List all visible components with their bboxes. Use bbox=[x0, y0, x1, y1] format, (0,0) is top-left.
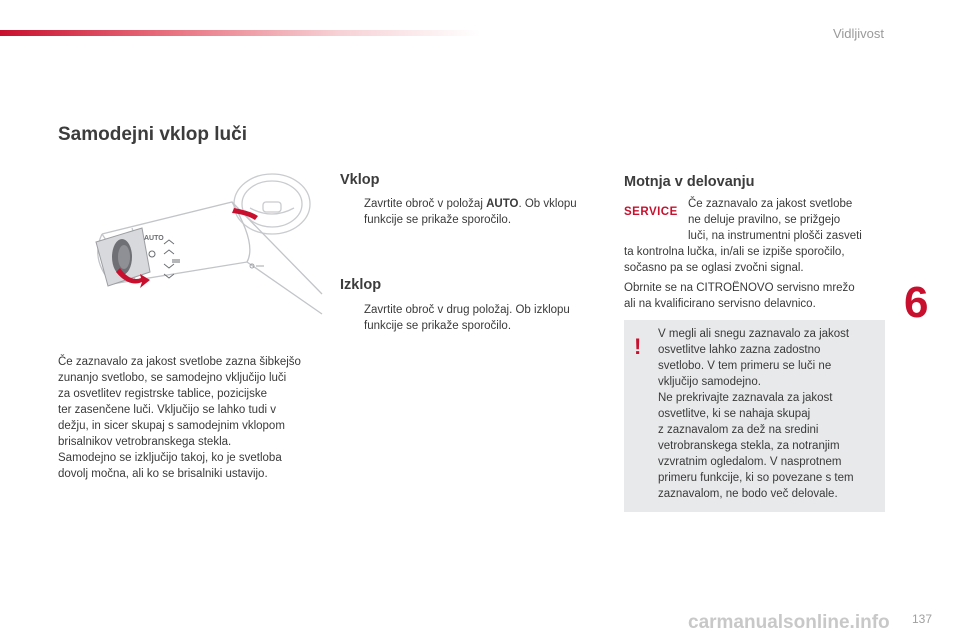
intro-line: dovolj močna, ali ko se brisalniki ustavijo. bbox=[58, 468, 268, 480]
vklop-text-line2: funkcije se prikaže sporočilo. bbox=[364, 214, 512, 226]
izklop-text bbox=[364, 302, 600, 334]
page-title: Samodejni vklop luči bbox=[58, 124, 247, 145]
vklop-text-pre: Zavrtite obroč v položaj bbox=[364, 198, 487, 210]
malfunction-full-text bbox=[624, 244, 888, 276]
chapter-number: 6 bbox=[904, 278, 929, 327]
chapter-title: Vidljivost bbox=[832, 26, 884, 41]
malfunction-heading: Motnja v delovanju bbox=[624, 174, 755, 190]
contact-line: ali na kvalificirano servisno delavnico. bbox=[624, 298, 816, 310]
page-number: 137 bbox=[912, 612, 933, 626]
light-stalk-illustration bbox=[72, 164, 324, 324]
malfunction-line: ne deluje pravilno, se prižgejo bbox=[688, 214, 841, 226]
warning-line: vetrobranskega stekla, za notranjim bbox=[658, 440, 840, 452]
watermark: carmanualsonline.info bbox=[688, 612, 890, 633]
warning-line: vključijo samodejno. bbox=[658, 376, 761, 388]
warning-exclamation-icon: ! bbox=[634, 334, 642, 359]
intro-line: dežju, in sicer skupaj s samodejnim vklopom bbox=[58, 420, 285, 432]
intro-line: zunanjo svetlobo, se samodejno vključijo luči bbox=[58, 372, 287, 384]
warning-line: svetlobo. V tem primeru se luči ne bbox=[658, 360, 832, 372]
warning-text bbox=[658, 326, 880, 502]
malfunction-line: ta kontrolna lučka, in/ali se izpiše sporočilo, bbox=[624, 246, 845, 258]
contact-line: Obrnite se na CITROËNOVO servisno mrežo bbox=[624, 282, 855, 294]
vklop-text-post: . Ob vklopu bbox=[518, 198, 577, 210]
vklop-heading: Vklop bbox=[340, 172, 380, 188]
intro-line: Če zaznavalo za jakost svetlobe zazna šibkejšo bbox=[58, 356, 301, 368]
izklop-text-line1: Zavrtite obroč v drug položaj. Ob izklopu bbox=[364, 304, 570, 316]
malfunction-line: luči, na instrumentni plošči zasveti bbox=[688, 230, 862, 242]
intro-paragraph bbox=[58, 354, 324, 482]
service-warning-icon: SERVICE bbox=[624, 206, 678, 218]
vklop-text bbox=[364, 196, 600, 228]
warning-line: V megli ali snegu zaznavalo za jakost bbox=[658, 328, 850, 340]
intro-line: Samodejno se izključijo takoj, ko je svetloba bbox=[58, 452, 282, 464]
warning-line: osvetlitve lahko zazna zadostno bbox=[658, 344, 821, 356]
izklop-heading: Izklop bbox=[340, 277, 382, 293]
malfunction-line: sočasno pa se oglasi zvočni signal. bbox=[624, 262, 804, 274]
intro-line: ter zasenčene luči. Vključijo se lahko tudi v bbox=[58, 404, 276, 416]
izklop-bullet bbox=[342, 302, 604, 336]
intro-line: brisalnikov vetrobranskega stekla. bbox=[58, 436, 232, 448]
warning-line: primeru funkcije, ki so povezane s tem bbox=[658, 472, 854, 484]
malfunction-line: Če zaznavalo za jakost svetlobe bbox=[688, 198, 853, 210]
malfunction-contact-text bbox=[624, 280, 888, 312]
top-accent-bar bbox=[0, 30, 480, 36]
malfunction-indented-text bbox=[688, 196, 888, 244]
warning-line: z zaznavalom za dež na sredini bbox=[658, 424, 819, 436]
steering-wheel-drawing bbox=[234, 174, 310, 234]
intro-line: za osvetlitev registrske tablice, pozicijske bbox=[58, 388, 267, 400]
warning-line: zaznavalom, ne bodo več delovale. bbox=[658, 488, 838, 500]
warning-line: Ne prekrivajte zaznavala za jakost bbox=[658, 392, 833, 404]
auto-label: AUTO bbox=[144, 235, 164, 242]
vklop-bullet bbox=[342, 196, 604, 230]
izklop-text-line2: funkcije se prikaže sporočilo. bbox=[364, 320, 512, 332]
vklop-text-bold: AUTO bbox=[486, 198, 519, 210]
warning-line: vzvratnim ogledalom. V nasprotnem bbox=[658, 456, 842, 468]
warning-line: osvetlitve, ki se nahaja skupaj bbox=[658, 408, 811, 420]
stalk-symbols bbox=[144, 235, 264, 278]
